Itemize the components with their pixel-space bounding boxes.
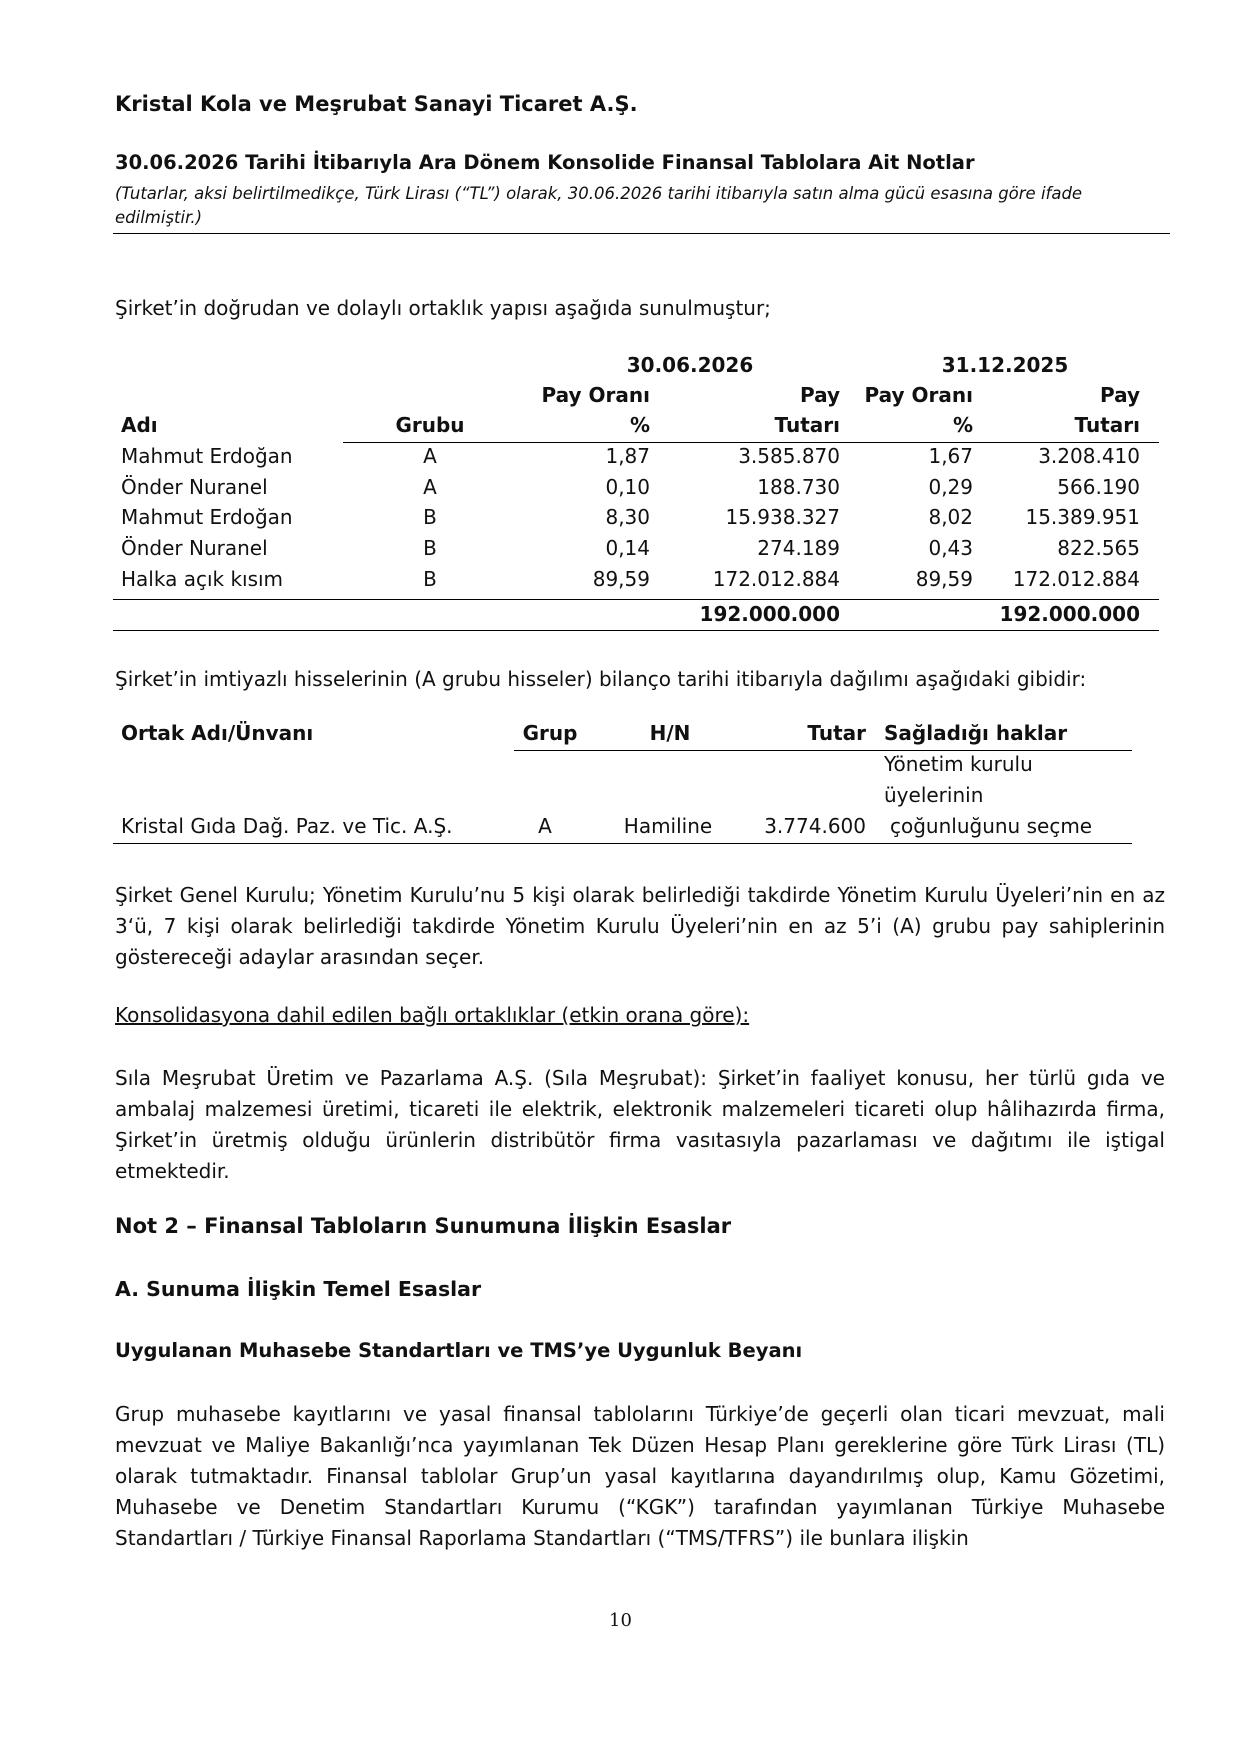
row-rate2: 0,43 — [928, 536, 973, 560]
header-rule — [514, 750, 1132, 751]
col-amt1-l1: Pay — [799, 383, 840, 407]
currency-note: (Tutarlar, aksi belirtilmedikçe, Türk Lirası (“TL”) olarak, 30.06.2026 tarihi itibarıyla satın alma gücü esasına göre ifade edilmiştir.) — [115, 184, 1083, 227]
period2-header: 31.12.2025 — [941, 353, 1069, 377]
period1-header: 30.06.2026 — [626, 353, 754, 377]
company-name: Kristal Kola ve Meşrubat Sanayi Ticaret A.Ş. — [115, 92, 638, 116]
ownership-intro: Şirket’in doğrudan ve dolaylı ortaklık yapısı aşağıda sunulmuştur; — [115, 296, 771, 320]
row-group: B — [423, 536, 437, 560]
row-amt1: 274.189 — [757, 536, 840, 560]
row-amt2: 822.565 — [1057, 536, 1140, 560]
row-name: Halka açık kısım — [121, 567, 284, 591]
rights-line1: Yönetim kurulu — [884, 752, 1033, 776]
row-amt2: 566.190 — [1057, 475, 1140, 499]
partner-amount: 3.774.600 — [764, 814, 866, 838]
row-amt1: 3.585.870 — [738, 444, 840, 468]
partner-name: Kristal Gıda Dağ. Paz. ve Tic. A.Ş. — [121, 814, 453, 838]
partner-hn: Hamiline — [623, 814, 713, 838]
col-group-header: Grubu — [395, 413, 465, 437]
row-amt1: 188.730 — [757, 475, 840, 499]
total-amt2: 192.000.000 — [999, 602, 1140, 626]
row-rate2: 89,59 — [915, 567, 973, 591]
col-amt2-l2: Tutarı — [1074, 413, 1140, 437]
board-paragraph: Şirket Genel Kurulu; Yönetim Kurulu’nu 5 kişi olarak belirlediği takdirde Yönetim Kurulu Üyeleri’nin en az 3‘ü, 7 kişi olarak belirlediği takdirde Yönetim Kurulu Üyeleri’nin en az 5’i (A) grubu pay sahiplerinin göstereceği adaylar arasından seçer. — [115, 883, 1165, 969]
row-name: Önder Nuranel — [121, 536, 268, 560]
row-rate2: 8,02 — [928, 505, 973, 529]
row-name: Mahmut Erdoğan — [121, 444, 293, 468]
row-amt2: 3.208.410 — [1038, 444, 1140, 468]
notes-title: 30.06.2026 Tarihi İtibarıyla Ara Dönem Konsolide Finansal Tablolara Ait Notlar — [115, 151, 975, 174]
col-amt2-l1: Pay — [1099, 383, 1140, 407]
col-amt1-l2: Tutarı — [774, 413, 840, 437]
col-rate1-l2: % — [629, 413, 650, 437]
row-rate1: 89,59 — [592, 567, 650, 591]
col-group-header: Grup — [522, 721, 578, 745]
rights-line3: çoğunluğunu seçme — [890, 814, 1093, 838]
row-rate1: 8,30 — [605, 505, 650, 529]
total-rule-bottom — [113, 630, 1159, 631]
header-divider — [113, 233, 1170, 234]
grup-paragraph: Grup muhasebe kayıtlarını ve yasal finansal tablolarını Türkiye’de geçerli olan ticari mevzuat, mali mevzuat ve Maliye Bakanlığı’nca yayımlanan Tek Düzen Hesap Planı gereklerine göre Türk Lirası (TL) olarak tutmaktadır. Finansal tablolar Grup’un yasal kayıtlarına dayandırılmış olup, Kamu Gözetimi, Muhasebe ve Denetim Standartları Kurumu (“KGK”) tarafından yayımlanan Türkiye Muhasebe Standartları / Türkiye Finansal Raporlama Standartları (“TMS/TFRS”) ile bunlara ilişkin — [115, 1402, 1165, 1550]
row-rate1: 0,14 — [605, 536, 650, 560]
standards-heading: Uygulanan Muhasebe Standartları ve TMS’ye Uygunluk Beyanı — [115, 1339, 803, 1362]
col-rate2-l1: Pay Oranı — [864, 383, 973, 407]
row-rate1: 0,10 — [605, 475, 650, 499]
page-number: 10 — [609, 1610, 632, 1631]
row-amt1: 172.012.884 — [712, 567, 840, 591]
row-group: A — [423, 444, 437, 468]
col-amount-header: Tutar — [807, 721, 866, 745]
col-rate2-l2: % — [952, 413, 973, 437]
ownership-table — [0, 350, 1241, 640]
row-amt1: 15.938.327 — [725, 505, 840, 529]
privileged-intro: Şirket’in imtiyazlı hisselerinin (A grubu hisseler) bilanço tarihi itibarıyla dağılımı aşağıdaki gibidir: — [115, 667, 1087, 691]
row-group: B — [423, 567, 437, 591]
note2-heading: Not 2 – Finansal Tabloların Sunumuna İlişkin Esaslar — [115, 1214, 732, 1238]
table-bottom-rule — [113, 843, 1132, 844]
row-group: B — [423, 505, 437, 529]
partner-group: A — [538, 814, 552, 838]
row-amt2: 172.012.884 — [1012, 567, 1140, 591]
col-rights-header: Sağladığı haklar — [884, 721, 1068, 745]
rights-line2: üyelerinin — [884, 783, 984, 807]
row-rate2: 1,67 — [928, 444, 973, 468]
sila-paragraph: Sıla Meşrubat Üretim ve Pazarlama A.Ş. (Sıla Meşrubat): Şirket’in faaliyet konusu, her türlü gıda ve ambalaj malzemesi üretimi, ticareti ile elektrik, elektronik malzemeleri ticareti olup hâlihazırda firma, Şirket’in üretmiş olduğu ürünlerin distribütör firma vasıtasıyla pazarlaması ve dağıtımı ile iştigal etmektedir. — [115, 1066, 1165, 1183]
col-partner-header: Ortak Adı/Ünvanı — [121, 721, 314, 745]
col-hn-header: H/N — [649, 721, 691, 745]
consolidation-heading: Konsolidasyona dahil edilen bağlı ortaklıklar (etkin orana göre): — [115, 1003, 750, 1027]
privileged-table — [0, 718, 1241, 848]
section-a-heading: A. Sunuma İlişkin Temel Esaslar — [115, 1277, 482, 1301]
row-name: Mahmut Erdoğan — [121, 505, 293, 529]
row-rate2: 0,29 — [928, 475, 973, 499]
row-rate1: 1,87 — [605, 444, 650, 468]
row-group: A — [423, 475, 437, 499]
row-amt2: 15.389.951 — [1025, 505, 1140, 529]
row-name: Önder Nuranel — [121, 475, 268, 499]
col-rate1-l1: Pay Oranı — [541, 383, 650, 407]
col-name-header: Adı — [121, 413, 158, 437]
total-amt1: 192.000.000 — [699, 602, 840, 626]
